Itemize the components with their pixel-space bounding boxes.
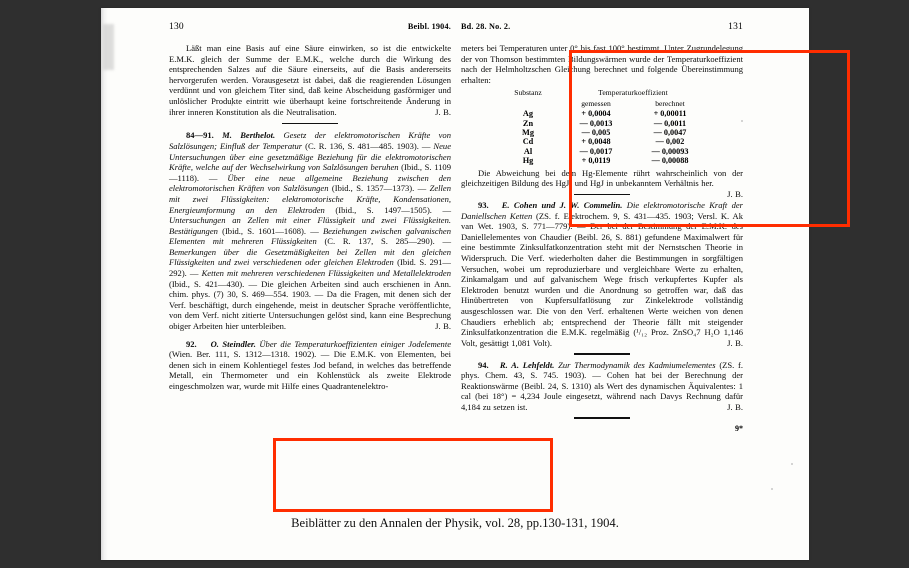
entry-title-2: Neue Untersuchungen über eine gesetzmäßige Beziehung für die elektromotorischen Kräfte, welche auf der Wechselwirkung von Salzlösungen beruhen xyxy=(169,140,451,173)
table-row xyxy=(497,137,707,146)
entry-84-91-berthelot xyxy=(169,130,451,331)
cell-substance: Cd xyxy=(522,137,534,147)
table-header-coefficient-group: Temperaturkoeffizient xyxy=(598,88,668,98)
entry-author: M. Berthelot. xyxy=(222,130,276,141)
cell-measured: + 0,0004 xyxy=(581,109,611,119)
entry-title-7: Bemerkungen über die Gesetzmäßigkeiten bei Zellen mit den gleichen Flüssigkeiten und zwei verschiedenen oder gleichen Elektroden xyxy=(169,246,451,268)
cell-measured: — 0,0013 xyxy=(579,118,613,128)
cell-substance: Ag xyxy=(522,109,534,119)
entry-author: R. A. Lehfeldt. xyxy=(499,359,555,370)
entry-ref: (ZS. f. phys. Chem. 43, S. 745. 1903). — xyxy=(461,359,743,381)
signature-mark: 9* xyxy=(735,423,743,433)
entry-number: 92. xyxy=(186,338,197,349)
running-head-title-left: Beibl. 1904. xyxy=(407,22,451,31)
folio-number-right: 131 xyxy=(728,22,743,32)
reviewer-signature: J. B. xyxy=(435,106,451,117)
entry-body: Die E.M.K. von Elementen, bei denen sich in einem Kohlentiegel festes Jod befand, in welches das betreffende Metall, ein Thermometer und ein Kohlenstück als zweite Elektrode eingeschmolzen war, wurde mit Hilfe eines Quadrantenelektro- xyxy=(169,349,451,391)
entry-ref: (Wien. Ber. 111, S. 1312—1318. 1902). — xyxy=(169,349,330,360)
cell-substance: Al xyxy=(523,146,533,156)
entry-ref-4: (Ibid., S. 1497—1505). — xyxy=(335,204,452,215)
table-row xyxy=(497,109,707,118)
entry-ref-2: (Ibid., S. 1109—1118). — xyxy=(169,162,451,183)
cell-substance: Mg xyxy=(522,128,534,137)
entry-body: Die gleichen Arbeiten sind auch erschienen in Ann. chim. phys. (7) 30, S. 469—554. 1903. — Da die Fragen, mit denen sich der Verf. beschäftigt, durch eingehende, meist in deutscher Sprache veröffentlichte, von dem Verf. nicht zitierte Untersuchungen gelöst sind, kann eine Besprechung obiger Arbeiten hier unterbleiben. xyxy=(169,278,451,332)
table-header-group-row xyxy=(497,88,707,98)
entry-title-5: Untersuchungen an Zellen mit einer Flüssigkeit und zwei Flüssigkeiten. Bestätigungen xyxy=(169,215,451,236)
entry-title-4: Zellen mit zwei Flüssigkeiten: elektromotorische Kräfte, Kondensationen, Energieumformung an den Elektroden xyxy=(169,183,451,215)
entry-number: 94. xyxy=(478,359,489,370)
entry-number: 84—91. xyxy=(186,130,214,141)
cell-measured: — 0,005 xyxy=(581,128,611,137)
entry-title-8: Ketten mit mehreren verschiedenen Flüssigkeiten und Metallelektroden xyxy=(201,268,451,279)
entry-body: Der bei der Bestimmung der E.M.K. des Daniellelementes von Chaudier (Beibl. 26, S. 881) gefundene Maximalwert für eine bestimmte Zinksulfatkonzentration steht mit der Nernstschen Theorie in Widerspruch. Die Verf. wiederholten daher die Bestimmungen in sorgfältigen Versuchen, wobei um reproduzierbare und vergleichbare Werte zu erhalten, Zinkamalgam und auf galvanischem Wege frisch verkupfertes Kupfer als Elektroden benutzt wurden und die Anordnung so getroffen war, daß das Hinübertreten von Kupfersulfatlösung zur Zinkelektrode vollständig ausgeschlossen war. Die von den Verf. erhaltenen Werte weichen von denen Chaudiers erheblich ab; entsprechend der Theorie fällt mit steigender Zinksulfatkonzentration die E.M.K. regelmäßig (¹/₁₂ Proz. ZnSO₄7 H₂O 1,146 Volt, gesättigt 1,081 Volt). xyxy=(461,221,743,348)
reviewer-signature: J. B. xyxy=(435,321,451,332)
cell-calculated: — 0,0011 xyxy=(653,118,687,128)
table-row xyxy=(497,147,707,156)
table-header-substance: Substanz xyxy=(514,88,542,98)
reviewer-signature: J. B. xyxy=(727,188,743,199)
entry-title: Über die Temperaturkoeffizienten einiger Jodelemente xyxy=(259,338,451,349)
entry-ref-8: (Ibid., S. 421—430). — xyxy=(169,278,257,289)
entry-ref-3: (Ibid., S. 1357—1373). — xyxy=(331,183,427,194)
scanned-page xyxy=(101,8,809,560)
section-divider-rule xyxy=(574,194,630,195)
paragraph-continued-130: Läßt man eine Basis auf eine Säure einwirken, so ist die entwickelte E.M.K. gleich der Summe der E.M.K., welche durch die Wirkung des entsprechenden Salzes auf die Säure einerseits, auf die Basis andererseits hervorgerufen werden. Vorausgesetzt ist dabei, daß die reagierenden Lösungen verdünnt und von gleichem Titer sind, daß keine Abscheidung gasförmiger und unlöslicher Produkte eintritt wie überhaupt keine fortschreitende Änderung in ihrer inneren Konstitution als die Neutralisation. J. B. xyxy=(169,43,451,117)
running-head-left xyxy=(169,22,451,32)
cell-substance: Hg xyxy=(522,156,534,166)
entry-92-steindler xyxy=(169,339,451,392)
table-header-measured: gemessen xyxy=(581,98,611,108)
entry-ref-1: (C. R. 136, S. 481—485. 1903). — xyxy=(305,140,431,151)
paragraph-after-table: Die Abweichung bei dem Hg-Elemente rührt wahrscheinlich von der gleichzeitigen Bildung des HgJ₂ und HgJ in unbekanntem Verhältnis her. J. B. xyxy=(461,167,743,199)
entry-title: Die elektromotorische Kraft der Daniellschen Ketten xyxy=(461,200,743,221)
table-head xyxy=(497,88,707,109)
figure-caption: Beiblätter zu den Annalen der Physik, vol. 28, pp.130-131, 1904. xyxy=(291,516,619,530)
entry-title-3: Über eine neue allgemeine Beziehung zwischen den elektromotorischen Kräften von Salzlösungen xyxy=(169,172,451,194)
entry-number: 93. xyxy=(478,200,489,210)
entry-authors: E. Cohen und J. W. Commelin. xyxy=(501,200,623,210)
table-header-blank xyxy=(497,99,559,109)
cell-calculated: — 0,002 xyxy=(655,137,685,147)
cell-calculated: — 0,00088 xyxy=(651,156,689,166)
entry-94-lehfeldt xyxy=(461,360,743,413)
paragraph-continued-131: meters bei Temperaturen unter 0° bis fast 100° bestimmt. Unter Zugrundelegung der von Thomson bestimmten Bildungswärmen wurde der Temperaturkoeffizient nach der Helmholtzschen Gleichung berechnet und folgende Übereinstimmung erhalten: xyxy=(461,43,743,85)
table-row xyxy=(497,119,707,128)
reviewer-signature: J. B. xyxy=(727,337,743,348)
running-head-title-right: Bd. 28. No. 2. xyxy=(461,22,511,31)
coefficient-table xyxy=(497,88,707,165)
entry-ref-6: (C. R. 137, S. 285—290). — xyxy=(324,236,451,247)
table-header-row xyxy=(497,99,707,109)
column-right-page-131 xyxy=(461,22,743,433)
cell-calculated: — 0,00093 xyxy=(651,146,689,156)
table-header-calculated: berechnet xyxy=(655,98,685,108)
cell-substance: Zn xyxy=(522,118,534,128)
folio-number-left: 130 xyxy=(169,22,184,32)
entry-author: O. Steindler. xyxy=(210,338,256,349)
cell-measured: — 0,0017 xyxy=(579,146,613,156)
entry-body: Cohen hat bei der Berechnung der Reaktionswärme (Beibl. 24, S. 1310) als Wert des dynamischen Äquivalentes: 1 cal (bei 18°) = 4,234 Joule eingesetzt, während nach Davys Rechnung dafür 4,184 zu setzen ist. xyxy=(461,370,743,412)
entry-title-6: Beziehungen zwischen galvanischen Elementen mit mehreren Flüssigkeiten xyxy=(169,225,451,247)
entry-title-1: Gesetz der elektromotorischen Kräfte von Salzlösungen; Einfluß der Temperatur xyxy=(169,130,451,151)
section-divider-rule xyxy=(574,353,630,354)
table-row xyxy=(497,128,707,137)
page-columns xyxy=(101,8,809,506)
cell-measured: + 0,0119 xyxy=(581,156,611,166)
entry-ref-7: (Ibid. S. 291—292). — xyxy=(169,257,451,279)
table-row xyxy=(497,156,707,165)
running-head-right xyxy=(461,22,743,32)
entry-93-cohen-commelin xyxy=(461,200,743,348)
cell-calculated: — 0,0047 xyxy=(653,128,687,137)
cell-calculated: + 0,00011 xyxy=(653,109,687,119)
table-body xyxy=(497,109,707,165)
entry-ref: (ZS. f. Elektrochem. 9, S. 431—435. 1903; Versl. K. Ak van Wet. 1903, S. 771—779). — xyxy=(461,210,743,232)
section-divider-rule xyxy=(574,417,630,418)
cell-measured: + 0,0048 xyxy=(581,137,611,147)
section-divider-rule xyxy=(282,123,338,124)
entry-ref-5: (Ibid., S. 1601—1608). — xyxy=(222,225,319,236)
column-left-page-130 xyxy=(169,22,451,392)
reviewer-signature: J. B. xyxy=(727,401,743,412)
entry-title: Zur Thermodynamik des Kadmiumelementes xyxy=(558,359,716,370)
temperature-coefficient-table xyxy=(461,88,743,165)
